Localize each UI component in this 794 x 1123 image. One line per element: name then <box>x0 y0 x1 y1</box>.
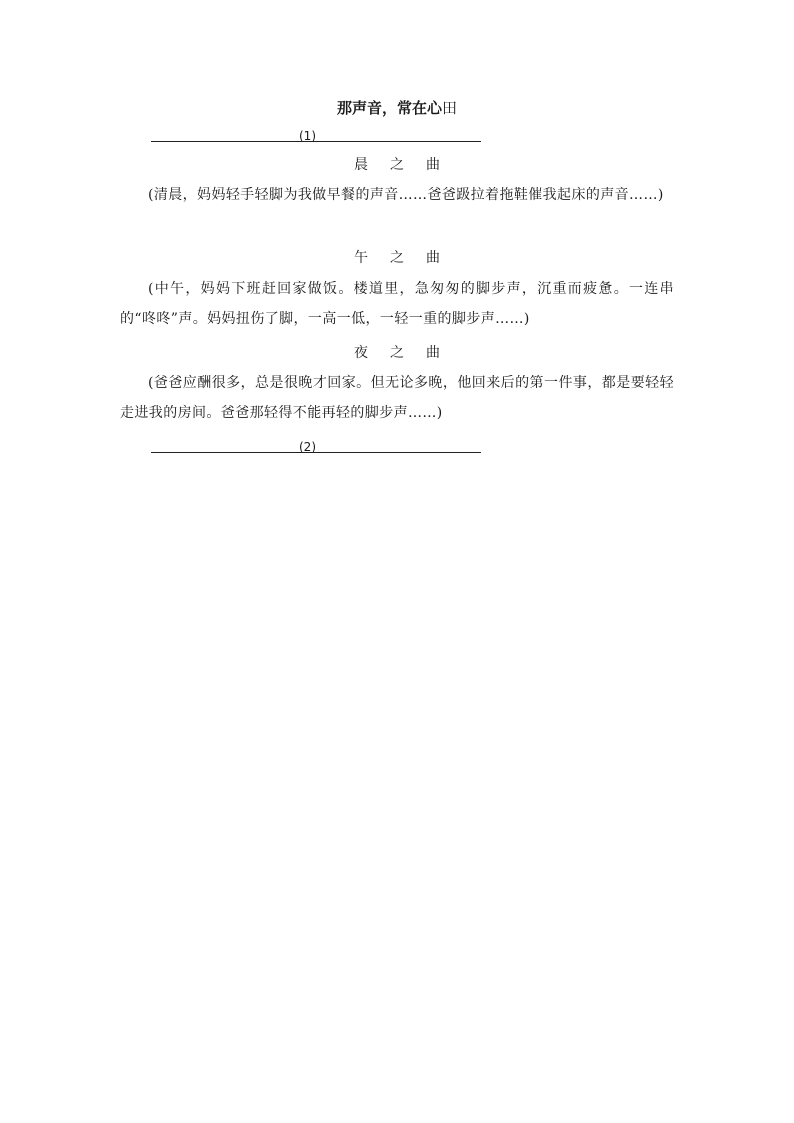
heading-char: 晨 <box>354 157 368 173</box>
title-boxed-char: 田 <box>442 99 458 117</box>
heading-char: 曲 <box>426 250 440 266</box>
heading-char: 之 <box>390 157 404 173</box>
heading-char: 曲 <box>426 345 440 361</box>
section-text-noon: (中午，妈妈下班赶回家做饭。楼道里，急匆匆的脚步声，沉重而疲惫。一连串的“咚咚”声。妈妈扭伤了脚，一高一低，一轻一重的脚步声……) <box>120 281 674 327</box>
blank-1-label: (1) <box>299 129 316 143</box>
heading-char: 之 <box>390 250 404 266</box>
blank-2-label: (2) <box>299 440 316 454</box>
section-heading-night <box>0 342 794 362</box>
answer-blank-1 <box>151 123 481 142</box>
heading-char: 午 <box>354 250 368 266</box>
title-text: 那声音，常在心 <box>336 99 442 117</box>
answer-blank-2 <box>151 434 481 453</box>
heading-char: 夜 <box>354 345 368 361</box>
section-heading-morning <box>0 154 794 174</box>
section-heading-noon <box>0 247 794 267</box>
heading-char: 曲 <box>426 157 440 173</box>
section-text-night: (爸爸应酬很多，总是很晚才回家。但无论多晚，他回来后的第一件事，都是要轻轻走进我的房间。爸爸那轻得不能再轻的脚步声……) <box>120 375 674 421</box>
heading-char: 之 <box>390 345 404 361</box>
page-title <box>0 97 794 118</box>
section-text-morning: (清晨，妈妈轻手轻脚为我做早餐的声音……爸爸趿拉着拖鞋催我起床的声音……) <box>148 187 664 203</box>
